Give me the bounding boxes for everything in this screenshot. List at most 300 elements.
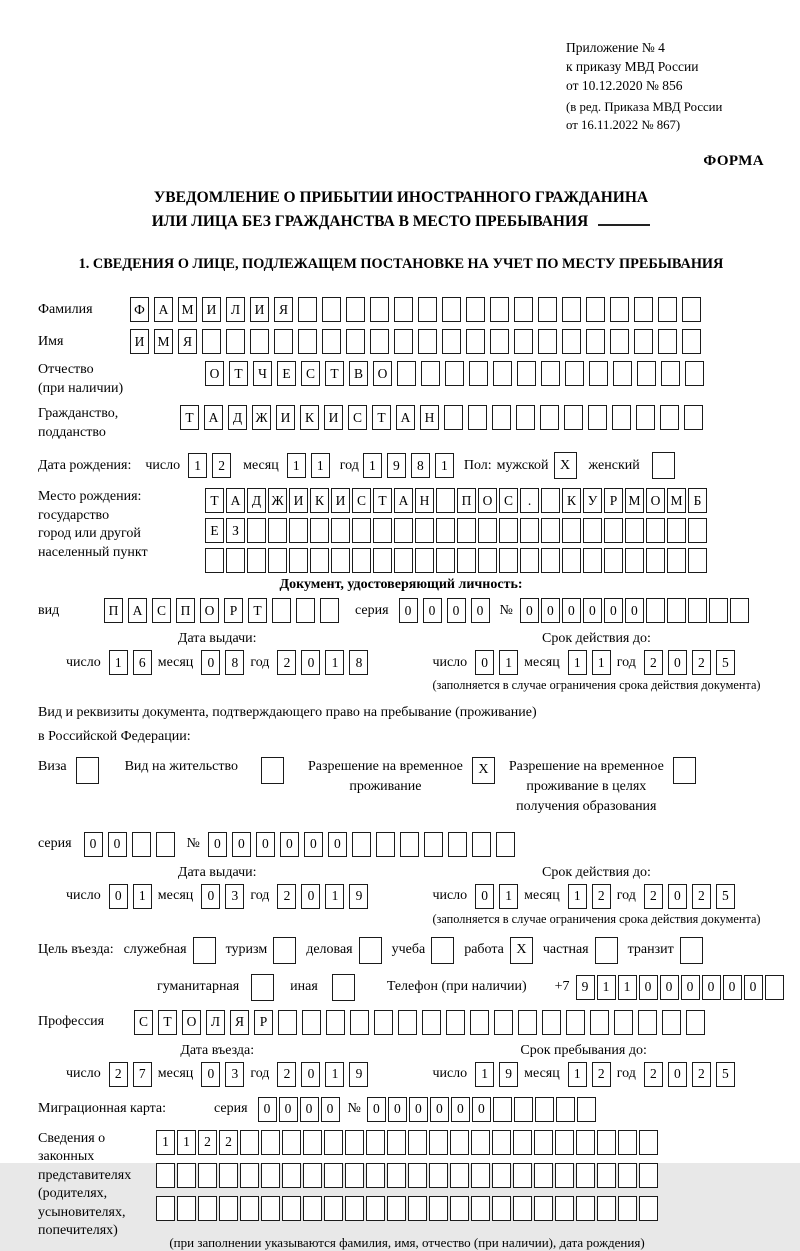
char-cell[interactable] [444,405,463,430]
char-cell[interactable] [289,518,308,543]
char-cell[interactable] [583,518,602,543]
char-cell[interactable]: С [499,488,518,513]
char-cell[interactable] [513,1163,532,1188]
char-cell[interactable] [541,518,560,543]
char-cell[interactable] [471,1163,490,1188]
purpose-commercial-checkbox[interactable] [359,937,382,964]
char-cell[interactable] [658,329,677,354]
char-cell[interactable]: А [154,297,173,322]
char-cell[interactable]: 6 [133,650,152,675]
char-cell[interactable] [132,832,151,857]
char-cell[interactable] [346,329,365,354]
char-cell[interactable] [302,1010,321,1035]
char-cell[interactable]: К [562,488,581,513]
option-temp-residence-edu-checkbox[interactable] [673,757,696,784]
char-cell[interactable] [562,548,581,573]
char-cell[interactable] [226,548,245,573]
char-cell[interactable] [352,548,371,573]
char-cell[interactable]: 5 [716,884,735,909]
char-cell[interactable] [492,1130,511,1155]
char-cell[interactable]: 0 [475,884,494,909]
char-cell[interactable] [442,297,461,322]
char-cell[interactable]: 2 [692,1062,711,1087]
char-cell[interactable] [576,1196,595,1221]
char-cell[interactable] [625,548,644,573]
char-cell[interactable] [457,518,476,543]
char-cell[interactable]: 2 [277,1062,296,1087]
char-cell[interactable]: 3 [225,884,244,909]
char-cell[interactable] [466,329,485,354]
char-cell[interactable]: 2 [644,1062,663,1087]
char-cell[interactable]: М [178,297,197,322]
char-cell[interactable] [682,329,701,354]
char-cell[interactable] [667,518,686,543]
char-cell[interactable] [472,832,491,857]
char-cell[interactable]: 1 [311,453,330,478]
char-cell[interactable] [324,1196,343,1221]
char-cell[interactable] [597,1130,616,1155]
char-cell[interactable]: Д [247,488,266,513]
char-cell[interactable]: 1 [568,650,587,675]
char-cell[interactable] [177,1196,196,1221]
char-cell[interactable] [424,832,443,857]
char-cell[interactable] [429,1130,448,1155]
char-cell[interactable]: И [324,405,343,430]
char-cell[interactable] [303,1163,322,1188]
char-cell[interactable] [198,1196,217,1221]
char-cell[interactable] [205,548,224,573]
char-cell[interactable]: И [276,405,295,430]
char-cell[interactable]: О [478,488,497,513]
char-cell[interactable] [352,832,371,857]
char-cell[interactable] [278,1010,297,1035]
char-cell[interactable] [555,1196,574,1221]
char-cell[interactable]: Р [604,488,623,513]
char-cell[interactable] [408,1163,427,1188]
purpose-tourism-checkbox[interactable] [273,937,296,964]
char-cell[interactable]: А [226,488,245,513]
char-cell[interactable] [240,1163,259,1188]
char-cell[interactable]: Б [688,488,707,513]
char-cell[interactable]: 0 [321,1097,340,1122]
char-cell[interactable]: 1 [499,884,518,909]
char-cell[interactable]: Т [158,1010,177,1035]
char-cell[interactable]: 9 [499,1062,518,1087]
char-cell[interactable]: 0 [279,1097,298,1122]
char-cell[interactable] [658,297,677,322]
char-cell[interactable] [470,1010,489,1035]
char-cell[interactable]: Л [226,297,245,322]
char-cell[interactable]: Ж [268,488,287,513]
char-cell[interactable]: И [331,488,350,513]
char-cell[interactable]: 0 [301,884,320,909]
char-cell[interactable]: 0 [583,598,602,623]
char-cell[interactable] [682,297,701,322]
char-cell[interactable]: Л [206,1010,225,1035]
char-cell[interactable]: 2 [692,650,711,675]
char-cell[interactable] [373,518,392,543]
char-cell[interactable] [541,488,560,513]
char-cell[interactable]: Н [420,405,439,430]
char-cell[interactable] [450,1130,469,1155]
char-cell[interactable]: 0 [604,598,623,623]
char-cell[interactable] [492,405,511,430]
char-cell[interactable]: К [310,488,329,513]
char-cell[interactable] [639,1130,658,1155]
char-cell[interactable] [366,1130,385,1155]
char-cell[interactable] [350,1010,369,1035]
char-cell[interactable] [373,548,392,573]
char-cell[interactable]: Е [205,518,224,543]
char-cell[interactable] [540,405,559,430]
char-cell[interactable]: Е [277,361,296,386]
char-cell[interactable] [422,1010,441,1035]
char-cell[interactable] [562,297,581,322]
char-cell[interactable] [250,329,269,354]
char-cell[interactable]: 0 [451,1097,470,1122]
char-cell[interactable] [247,518,266,543]
char-cell[interactable]: 0 [304,832,323,857]
char-cell[interactable] [517,361,536,386]
char-cell[interactable] [450,1163,469,1188]
char-cell[interactable] [496,832,515,857]
char-cell[interactable] [394,297,413,322]
char-cell[interactable] [688,598,707,623]
char-cell[interactable]: С [348,405,367,430]
char-cell[interactable]: З [226,518,245,543]
char-cell[interactable] [562,518,581,543]
char-cell[interactable] [296,598,315,623]
char-cell[interactable]: 0 [520,598,539,623]
char-cell[interactable]: 0 [744,975,763,1000]
char-cell[interactable] [346,297,365,322]
char-cell[interactable]: 1 [177,1130,196,1155]
char-cell[interactable]: И [250,297,269,322]
char-cell[interactable] [590,1010,609,1035]
char-cell[interactable]: 9 [576,975,595,1000]
char-cell[interactable] [499,518,518,543]
char-cell[interactable]: 0 [109,884,128,909]
char-cell[interactable] [661,361,680,386]
char-cell[interactable]: 0 [388,1097,407,1122]
char-cell[interactable] [468,405,487,430]
char-cell[interactable] [686,1010,705,1035]
char-cell[interactable] [418,297,437,322]
char-cell[interactable] [376,832,395,857]
char-cell[interactable] [219,1196,238,1221]
char-cell[interactable] [261,1163,280,1188]
char-cell[interactable] [520,548,539,573]
char-cell[interactable] [612,405,631,430]
char-cell[interactable] [688,518,707,543]
char-cell[interactable] [219,1163,238,1188]
char-cell[interactable] [398,1010,417,1035]
char-cell[interactable]: И [130,329,149,354]
char-cell[interactable]: 0 [475,650,494,675]
char-cell[interactable]: 1 [568,1062,587,1087]
char-cell[interactable]: 0 [625,598,644,623]
char-cell[interactable]: 2 [109,1062,128,1087]
char-cell[interactable]: 0 [84,832,103,857]
char-cell[interactable]: 0 [300,1097,319,1122]
char-cell[interactable]: 0 [471,598,490,623]
char-cell[interactable] [331,518,350,543]
char-cell[interactable] [646,598,665,623]
char-cell[interactable] [268,518,287,543]
char-cell[interactable] [534,1163,553,1188]
char-cell[interactable] [408,1196,427,1221]
char-cell[interactable] [576,1163,595,1188]
char-cell[interactable] [394,548,413,573]
char-cell[interactable] [709,598,728,623]
char-cell[interactable] [261,1130,280,1155]
char-cell[interactable] [240,1130,259,1155]
sex-male-checkbox[interactable]: X [554,452,577,479]
char-cell[interactable]: Я [230,1010,249,1035]
char-cell[interactable] [429,1196,448,1221]
char-cell[interactable] [688,548,707,573]
char-cell[interactable]: 0 [681,975,700,1000]
char-cell[interactable] [555,1130,574,1155]
char-cell[interactable]: 1 [325,884,344,909]
char-cell[interactable]: Т [180,405,199,430]
char-cell[interactable] [618,1163,637,1188]
char-cell[interactable]: С [301,361,320,386]
char-cell[interactable]: 0 [430,1097,449,1122]
char-cell[interactable]: 0 [280,832,299,857]
char-cell[interactable]: 9 [349,1062,368,1087]
char-cell[interactable]: Т [229,361,248,386]
char-cell[interactable]: Н [415,488,434,513]
char-cell[interactable] [597,1196,616,1221]
char-cell[interactable]: 1 [325,650,344,675]
char-cell[interactable]: Ч [253,361,272,386]
char-cell[interactable] [618,1196,637,1221]
char-cell[interactable] [586,329,605,354]
char-cell[interactable] [646,518,665,543]
char-cell[interactable] [466,297,485,322]
char-cell[interactable] [400,832,419,857]
char-cell[interactable] [564,405,583,430]
purpose-transit-checkbox[interactable] [680,937,703,964]
char-cell[interactable] [415,518,434,543]
char-cell[interactable] [247,548,266,573]
char-cell[interactable] [538,329,557,354]
char-cell[interactable]: 0 [399,598,418,623]
char-cell[interactable] [408,1130,427,1155]
char-cell[interactable] [610,297,629,322]
char-cell[interactable] [469,361,488,386]
char-cell[interactable]: 0 [328,832,347,857]
char-cell[interactable] [387,1163,406,1188]
char-cell[interactable] [492,1196,511,1221]
char-cell[interactable]: 0 [472,1097,491,1122]
char-cell[interactable]: 0 [201,884,220,909]
purpose-private-checkbox[interactable] [595,937,618,964]
char-cell[interactable]: 2 [644,884,663,909]
char-cell[interactable] [492,1163,511,1188]
char-cell[interactable]: 2 [277,884,296,909]
char-cell[interactable]: 0 [723,975,742,1000]
char-cell[interactable]: А [396,405,415,430]
char-cell[interactable] [310,548,329,573]
char-cell[interactable]: 0 [232,832,251,857]
char-cell[interactable] [514,1097,533,1122]
char-cell[interactable]: С [352,488,371,513]
char-cell[interactable] [345,1196,364,1221]
char-cell[interactable]: 1 [109,650,128,675]
char-cell[interactable] [586,297,605,322]
char-cell[interactable] [610,329,629,354]
char-cell[interactable] [513,1196,532,1221]
char-cell[interactable] [261,1196,280,1221]
char-cell[interactable] [542,1010,561,1035]
char-cell[interactable] [322,329,341,354]
char-cell[interactable] [202,329,221,354]
char-cell[interactable] [646,548,665,573]
char-cell[interactable] [442,329,461,354]
char-cell[interactable]: 1 [133,884,152,909]
char-cell[interactable]: 8 [349,650,368,675]
char-cell[interactable]: О [182,1010,201,1035]
char-cell[interactable]: 0 [208,832,227,857]
char-cell[interactable] [320,598,339,623]
char-cell[interactable]: И [202,297,221,322]
char-cell[interactable]: Р [254,1010,273,1035]
char-cell[interactable] [639,1163,658,1188]
char-cell[interactable] [457,548,476,573]
char-cell[interactable] [555,1163,574,1188]
char-cell[interactable]: 0 [201,1062,220,1087]
char-cell[interactable] [298,329,317,354]
char-cell[interactable] [562,329,581,354]
char-cell[interactable] [765,975,784,1000]
char-cell[interactable] [493,1097,512,1122]
char-cell[interactable]: 0 [301,1062,320,1087]
char-cell[interactable] [684,405,703,430]
char-cell[interactable] [394,329,413,354]
char-cell[interactable] [556,1097,575,1122]
char-cell[interactable]: 2 [644,650,663,675]
char-cell[interactable] [274,329,293,354]
char-cell[interactable] [638,1010,657,1035]
char-cell[interactable] [445,361,464,386]
char-cell[interactable] [272,598,291,623]
char-cell[interactable] [625,518,644,543]
char-cell[interactable] [226,329,245,354]
char-cell[interactable]: И [289,488,308,513]
char-cell[interactable]: 0 [409,1097,428,1122]
char-cell[interactable] [534,1196,553,1221]
char-cell[interactable] [156,832,175,857]
char-cell[interactable]: С [134,1010,153,1035]
char-cell[interactable] [352,518,371,543]
char-cell[interactable] [198,1163,217,1188]
char-cell[interactable] [448,832,467,857]
char-cell[interactable]: Т [373,488,392,513]
char-cell[interactable]: В [349,361,368,386]
char-cell[interactable]: 0 [660,975,679,1000]
char-cell[interactable] [471,1130,490,1155]
char-cell[interactable] [565,361,584,386]
char-cell[interactable]: 1 [325,1062,344,1087]
char-cell[interactable] [415,548,434,573]
char-cell[interactable]: 5 [716,650,735,675]
char-cell[interactable]: Я [274,297,293,322]
char-cell[interactable]: Т [248,598,267,623]
char-cell[interactable]: 0 [668,884,687,909]
char-cell[interactable]: 3 [225,1062,244,1087]
char-cell[interactable] [520,518,539,543]
char-cell[interactable]: 1 [475,1062,494,1087]
char-cell[interactable] [156,1163,175,1188]
char-cell[interactable] [634,297,653,322]
char-cell[interactable] [322,297,341,322]
char-cell[interactable]: 1 [156,1130,175,1155]
option-residence-permit-checkbox[interactable] [261,757,284,784]
sex-female-checkbox[interactable] [652,452,675,479]
char-cell[interactable] [538,297,557,322]
char-cell[interactable]: 2 [592,884,611,909]
char-cell[interactable] [310,518,329,543]
char-cell[interactable]: М [154,329,173,354]
char-cell[interactable]: П [176,598,195,623]
char-cell[interactable] [366,1196,385,1221]
char-cell[interactable] [282,1163,301,1188]
char-cell[interactable]: О [646,488,665,513]
char-cell[interactable]: 1 [618,975,637,1000]
char-cell[interactable] [240,1196,259,1221]
char-cell[interactable] [637,361,656,386]
char-cell[interactable] [604,518,623,543]
char-cell[interactable]: 0 [108,832,127,857]
char-cell[interactable]: К [300,405,319,430]
char-cell[interactable]: Я [178,329,197,354]
char-cell[interactable] [597,1163,616,1188]
char-cell[interactable]: А [394,488,413,513]
char-cell[interactable] [613,361,632,386]
char-cell[interactable]: Д [228,405,247,430]
char-cell[interactable]: 0 [668,650,687,675]
char-cell[interactable]: Ж [252,405,271,430]
char-cell[interactable]: 2 [219,1130,238,1155]
purpose-humanitarian-checkbox[interactable] [251,974,274,1001]
char-cell[interactable] [303,1130,322,1155]
char-cell[interactable] [614,1010,633,1035]
char-cell[interactable] [282,1130,301,1155]
char-cell[interactable] [177,1163,196,1188]
char-cell[interactable]: 1 [363,453,382,478]
char-cell[interactable] [450,1196,469,1221]
char-cell[interactable]: М [625,488,644,513]
char-cell[interactable]: 2 [212,453,231,478]
char-cell[interactable] [490,297,509,322]
option-temp-residence-checkbox[interactable]: X [472,757,495,784]
char-cell[interactable]: 2 [692,884,711,909]
char-cell[interactable] [345,1130,364,1155]
char-cell[interactable] [446,1010,465,1035]
char-cell[interactable] [566,1010,585,1035]
char-cell[interactable]: Т [372,405,391,430]
char-cell[interactable] [494,1010,513,1035]
char-cell[interactable] [577,1097,596,1122]
char-cell[interactable]: 1 [592,650,611,675]
char-cell[interactable]: С [152,598,171,623]
char-cell[interactable]: Т [205,488,224,513]
char-cell[interactable] [667,548,686,573]
char-cell[interactable] [268,548,287,573]
char-cell[interactable]: 1 [597,975,616,1000]
